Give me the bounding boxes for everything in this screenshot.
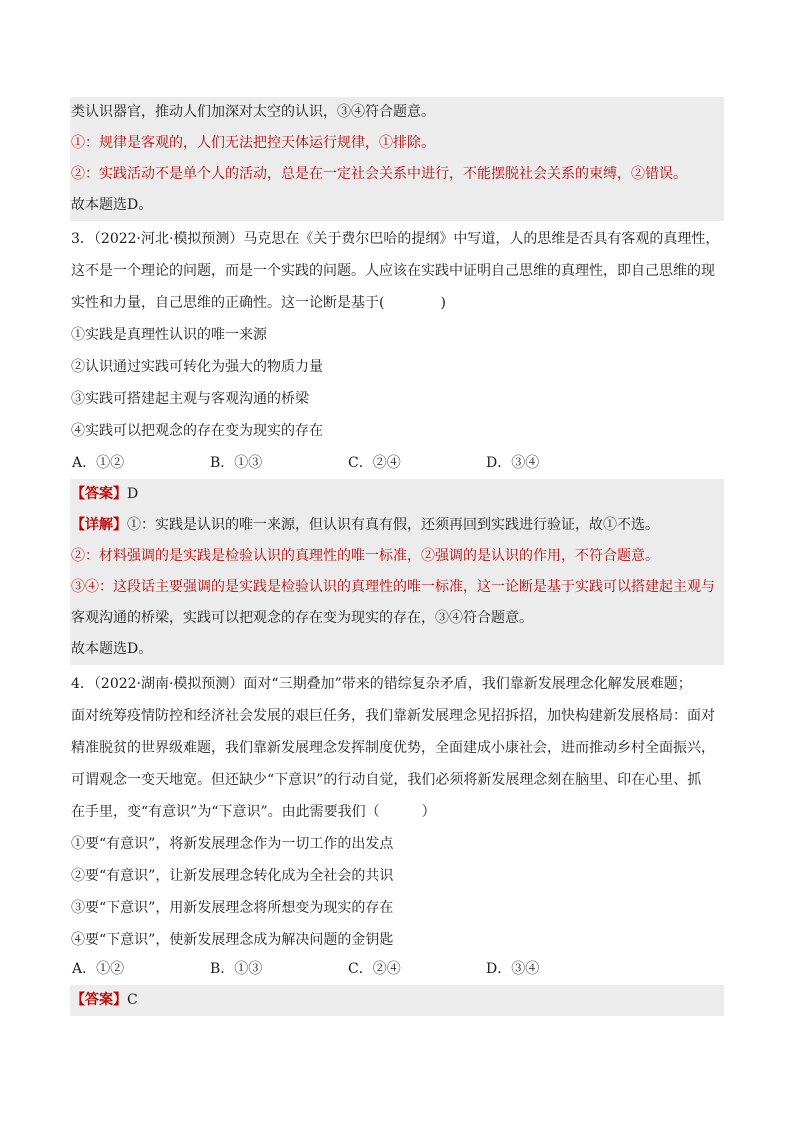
- explanation-line-red: ②：实践活动不是单个人的活动，总是在一定社会关系中进行，不能摆脱社会关系的束缚，②错误。: [70, 159, 724, 190]
- explanation-line-red: ①：规律是客观的，人们无法把控天体运行规律，①排除。: [70, 128, 724, 159]
- question-3-stem: 这不是一个理论的问题，而是一个实践的问题。人应该在实践中证明自己思维的真理性，即自己思维的现: [71, 263, 715, 279]
- answer-tag: 【答案】: [71, 486, 127, 502]
- detail-text: ①：实践是认识的唯一来源，但认识有真有假，还须再回到实践进行验证，故①不选。: [127, 517, 659, 533]
- question-3-stem: 3．（2022·河北·模拟预测）马克思在《关于费尔巴哈的提纲》中写道，人的思维是否具有客观的真理性，: [71, 231, 720, 247]
- question-4-item: ③要“下意识”，用新发展理念将所想变为现实的存在: [71, 900, 394, 916]
- answer-value: C: [127, 992, 138, 1008]
- question-4-item: ④要“下意识”，使新发展理念成为解决问题的金钥匙: [71, 932, 394, 948]
- question-4-item: ①要“有意识”，将新发展理念作为一切工作的出发点: [71, 836, 394, 852]
- answer-tag: 【答案】: [71, 992, 127, 1008]
- question-3-detail: [70, 510, 724, 541]
- question-3-item: ④实践可以把观念的存在变为现实的存在: [71, 423, 323, 439]
- option-d: D．③④: [486, 455, 540, 471]
- question-3-detail-red: ②：材料强调的是实践是检验认识的真理性的唯一标准，②强调的是认识的作用，不符合题意。: [70, 541, 724, 572]
- option-a: A．①②: [72, 455, 125, 471]
- question-4-stem: 面对统筹疫情防控和经济社会发展的艰巨任务，我们靠新发展理念见招拆招，加快构建新发展格局：面对: [71, 708, 715, 724]
- question-4-stem: 4．（2022·湖南·模拟预测）面对“三期叠加”带来的错综复杂矛盾，我们靠新发展理念化解发展难题；: [71, 676, 692, 692]
- conclusion-line: 故本题选D。: [70, 190, 724, 221]
- question-3-conclusion: 故本题选D。: [70, 634, 724, 665]
- question-3-detail: 客观沟通的桥梁，实践可以把观念的存在变为现实的存在，③④符合题意。: [70, 603, 724, 634]
- explanation-line: 类认识器官，推动人们加深对太空的认识，③④符合题意。: [70, 97, 724, 128]
- option-c: C．②④: [348, 961, 401, 977]
- question-4-stem: 在手里，变“有意识”为“下意识”。由此需要我们（ ）: [71, 804, 436, 820]
- question-4-stem: 可谓观念一变天地宽。但还缺少“下意识”的行动自觉，我们必须将新发展理念刻在脑里、印在心里、抓: [71, 772, 702, 788]
- question-4-stem: 精准脱贫的世界级难题，我们靠新发展理念发挥制度优势，全面建成小康社会，进而推动乡村全面振兴，: [71, 740, 715, 756]
- detail-tag: 【详解】: [71, 517, 127, 533]
- option-c: C．②④: [348, 455, 401, 471]
- option-b: B．①③: [210, 455, 263, 471]
- question-3-item: ①实践是真理性认识的唯一来源: [71, 327, 267, 343]
- question-3-options: [70, 448, 724, 479]
- option-a: A．①②: [72, 961, 125, 977]
- question-4-answer: [70, 985, 724, 1016]
- option-b: B．①③: [210, 961, 263, 977]
- answer-value: D: [127, 486, 139, 502]
- question-3-stem: 实性和力量，自己思维的正确性。这一论断是基于( ): [71, 295, 446, 311]
- question-3-item: ②认识通过实践可转化为强大的物质力量: [71, 359, 323, 375]
- option-d: D．③④: [486, 961, 540, 977]
- question-3-answer: [70, 479, 724, 510]
- question-3-item: ③实践可搭建起主观与客观沟通的桥梁: [71, 391, 309, 407]
- question-3-detail-red: ③④：这段话主要强调的是实践是检验认识的真理性的唯一标准，这一论断是基于实践可以搭建起主观与: [70, 572, 724, 603]
- question-4-item: ②要“有意识”，让新发展理念转化成为全社会的共识: [71, 868, 394, 884]
- question-4-options: [70, 954, 724, 985]
